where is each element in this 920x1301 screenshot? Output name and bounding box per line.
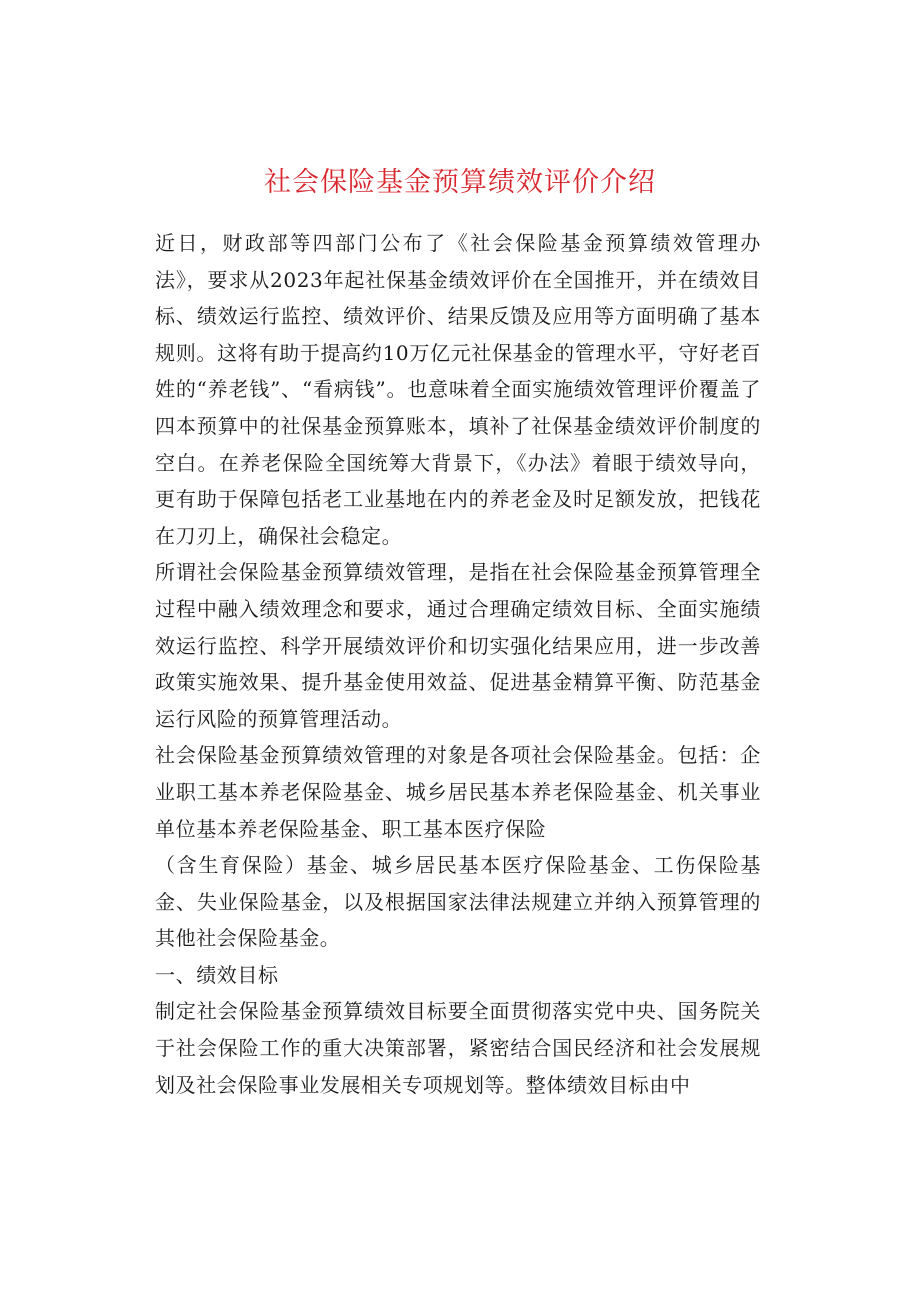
document-title: 社会保险基金预算绩效评价介绍 (264, 167, 656, 198)
paragraph-scope: 社会保险基金预算绩效管理的对象是各项社会保险基金。包括：企业职工基本养老保险基金、城乡居民基本养老保险基金、机关事业单位基本养老保险基金、职工基本医疗保险 (155, 743, 761, 841)
paragraph-scope-continued: （含生育保险）基金、城乡居民基本医疗保险基金、工伤保险基金、失业保险基金，以及根据国家法律法规建立并纳入预算管理的其他社会保险基金。 (155, 853, 761, 951)
paragraph-intro: 近日，财政部等四部门公布了《社会保险基金预算绩效管理办法》，要求从2023年起社保基金绩效评价在全国推开，并在绩效目标、绩效运行监控、绩效评价、结果反馈及应用等方面明确了基本规则。这将有助于提高约10万亿元社保基金的管理水平，守好老百姓的“养老钱”、“看病钱”。也意味着全面实施绩效管理评价覆盖了四本预算中的社保基金预算账本，填补了社保基金绩效评价制度的空白。在养老保险全国统筹大背景下，《办法》着眼于绩效导向，更有助于保障包括老工业基地在内的养老金及时足额发放，把钱花在刀刃上，确保社会稳定。 (155, 231, 761, 548)
paragraph-goals: 制定社会保险基金预算绩效目标要全面贯彻落实党中央、国务院关于社会保险工作的重大决策部署，紧密结合国民经济和社会发展规划及社会保险事业发展相关专项规划等。整体绩效目标由中 (155, 999, 761, 1097)
section-heading: 一、绩效目标 (155, 962, 279, 987)
paragraph-definition: 所谓社会保险基金预算绩效管理，是指在社会保险基金预算管理全过程中融入绩效理念和要求，通过合理确定绩效目标、全面实施绩效运行监控、科学开展绩效评价和切实强化结果应用，进一步改善政策实施效果、提升基金使用效益、促进基金精算平衡、防范基金运行风险的预算管理活动。 (155, 560, 761, 731)
document-body (155, 225, 761, 1103)
